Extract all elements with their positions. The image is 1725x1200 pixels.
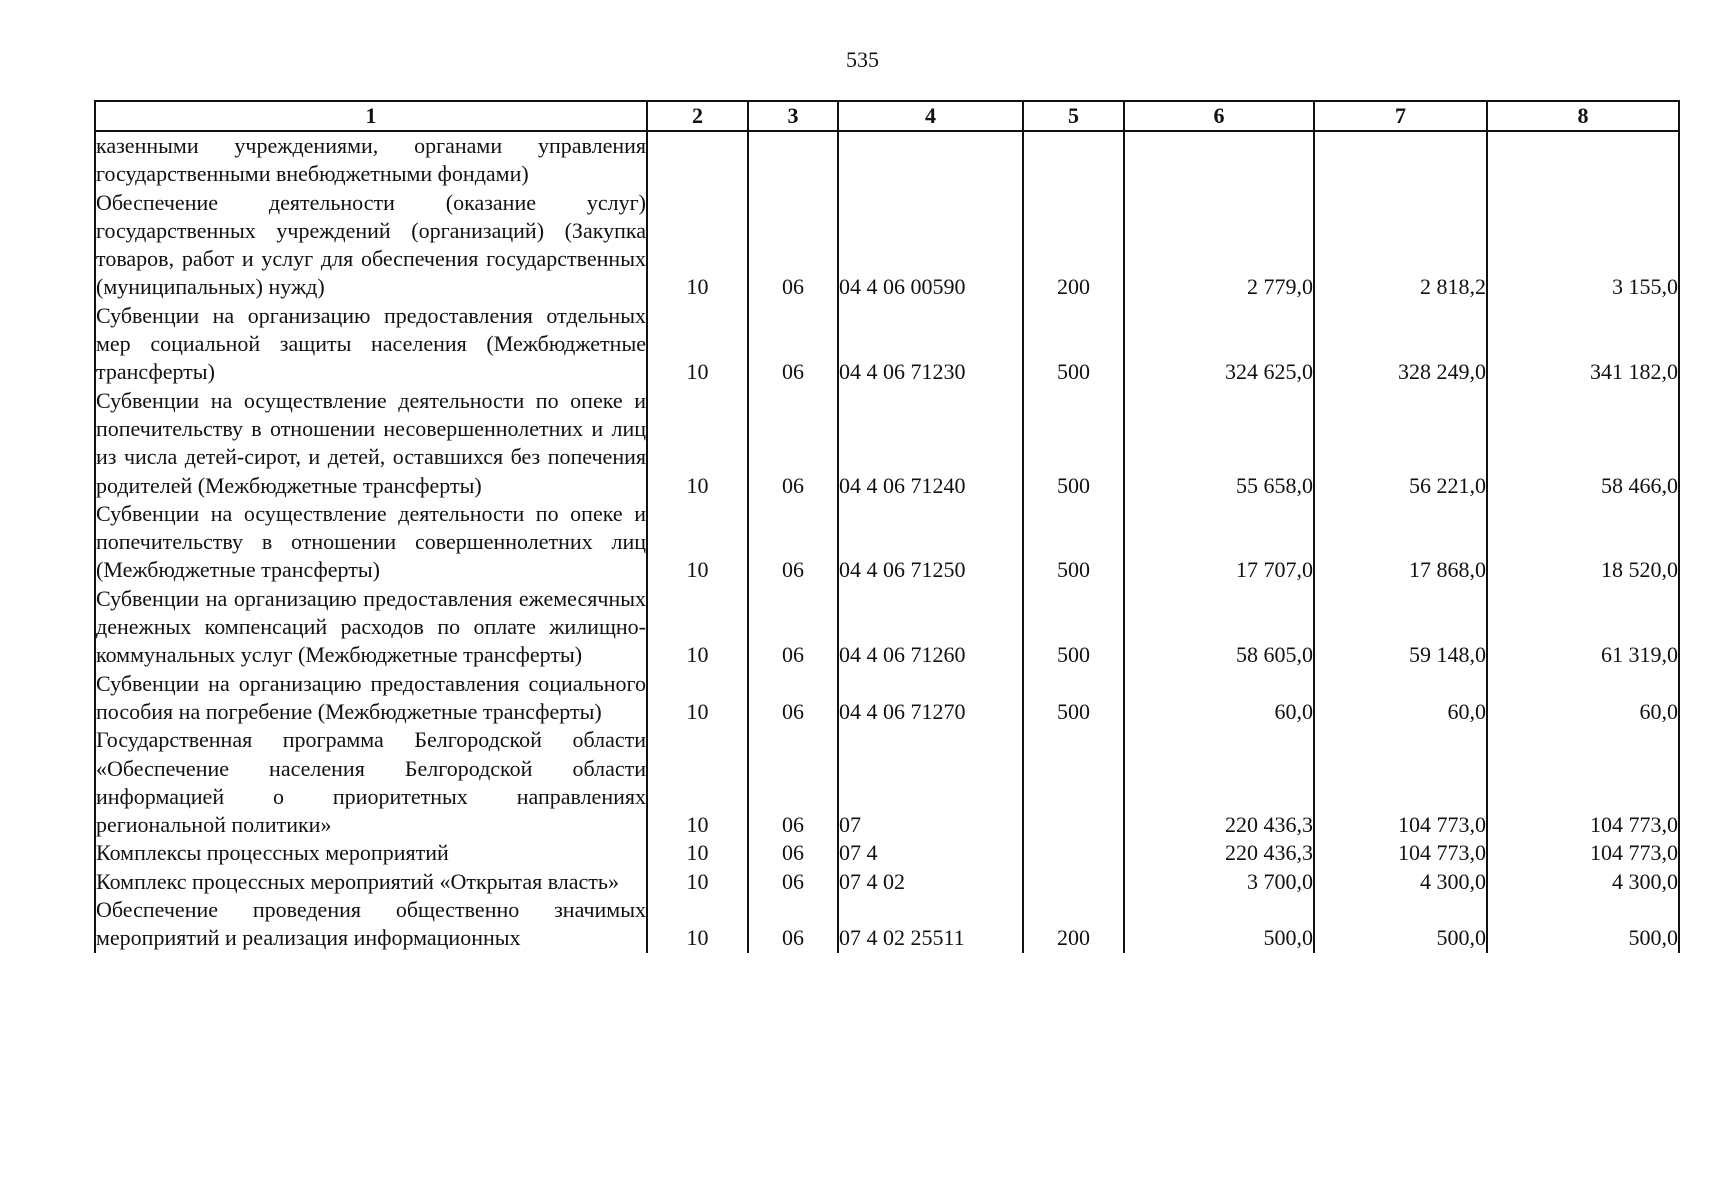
item-name-cell: Субвенции на организацию предоставления отдельных мер социальной защиты населения (Межбюджетные трансферты) xyxy=(95,302,647,387)
subsection-code-cell xyxy=(748,131,838,189)
target-article-cell: 07 4 xyxy=(838,839,1023,867)
column-header-3: 3 xyxy=(748,101,838,131)
amount-col8-cell: 61 319,0 xyxy=(1487,585,1679,670)
amount-col6-cell: 220 436,3 xyxy=(1124,726,1314,839)
amount-col6-cell: 220 436,3 xyxy=(1124,839,1314,867)
subsection-code-cell: 06 xyxy=(748,387,838,500)
item-name-cell: Субвенции на организацию предоставления социального пособия на погребение (Межбюджетные трансферты) xyxy=(95,670,647,727)
amount-col7-cell: 56 221,0 xyxy=(1314,387,1487,500)
amount-col6-cell: 55 658,0 xyxy=(1124,387,1314,500)
amount-col6-cell: 3 700,0 xyxy=(1124,868,1314,896)
table-row xyxy=(95,500,1679,585)
subsection-code-cell: 06 xyxy=(748,500,838,585)
item-name-cell: Субвенции на осуществление деятельности по опеке и попечительству в отношении совершеннолетних лиц (Межбюджетные трансферты) xyxy=(95,500,647,585)
expense-type-cell: 500 xyxy=(1023,585,1124,670)
column-header-6: 6 xyxy=(1124,101,1314,131)
page-number: 535 xyxy=(846,47,879,72)
amount-col8-cell: 3 155,0 xyxy=(1487,189,1679,302)
amount-col8-cell: 104 773,0 xyxy=(1487,726,1679,839)
expense-type-cell: 200 xyxy=(1023,189,1124,302)
amount-col7-cell: 59 148,0 xyxy=(1314,585,1487,670)
subsection-code-cell: 06 xyxy=(748,189,838,302)
expense-type-cell xyxy=(1023,726,1124,839)
section-code-cell: 10 xyxy=(647,500,748,585)
table-row xyxy=(95,189,1679,302)
amount-col7-cell xyxy=(1314,131,1487,189)
amount-col8-cell: 58 466,0 xyxy=(1487,387,1679,500)
item-name-cell: Комплексы процессных мероприятий xyxy=(95,839,647,867)
amount-col6-cell: 500,0 xyxy=(1124,896,1314,953)
amount-col6-cell xyxy=(1124,131,1314,189)
amount-col6-cell: 60,0 xyxy=(1124,670,1314,727)
amount-col8-cell xyxy=(1487,131,1679,189)
section-code-cell: 10 xyxy=(647,585,748,670)
item-name-cell: Обеспечение деятельности (оказание услуг) государственных учреждений (организаций) (Закупка товаров, работ и услуг для обеспечения государственных (муниципальных) нужд) xyxy=(95,189,647,302)
amount-col8-cell: 500,0 xyxy=(1487,896,1679,953)
table-row xyxy=(95,868,1679,896)
table-row xyxy=(95,302,1679,387)
table-row xyxy=(95,896,1679,953)
amount-col7-cell: 500,0 xyxy=(1314,896,1487,953)
subsection-code-cell: 06 xyxy=(748,302,838,387)
amount-col6-cell: 17 707,0 xyxy=(1124,500,1314,585)
target-article-cell xyxy=(838,131,1023,189)
table-row xyxy=(95,387,1679,500)
item-name-cell: казенными учреждениями, органами управления государственными внебюджетными фондами) xyxy=(95,131,647,189)
amount-col6-cell: 58 605,0 xyxy=(1124,585,1314,670)
amount-col7-cell: 4 300,0 xyxy=(1314,868,1487,896)
target-article-cell: 07 xyxy=(838,726,1023,839)
item-name-cell: Субвенции на осуществление деятельности по опеке и попечительству в отношении несовершеннолетних и лиц из числа детей-сирот, и детей, оставшихся без попечения родителей (Межбюджетные трансферты) xyxy=(95,387,647,500)
column-header-1: 1 xyxy=(95,101,647,131)
budget-table xyxy=(94,100,1680,953)
amount-col7-cell: 104 773,0 xyxy=(1314,839,1487,867)
amount-col6-cell: 324 625,0 xyxy=(1124,302,1314,387)
section-code-cell: 10 xyxy=(647,387,748,500)
table-row xyxy=(95,585,1679,670)
amount-col7-cell: 2 818,2 xyxy=(1314,189,1487,302)
amount-col7-cell: 17 868,0 xyxy=(1314,500,1487,585)
expense-type-cell: 500 xyxy=(1023,302,1124,387)
subsection-code-cell: 06 xyxy=(748,896,838,953)
item-name-cell: Государственная программа Белгородской области «Обеспечение населения Белгородской области информацией о приоритетных направлениях региональной политики» xyxy=(95,726,647,839)
amount-col8-cell: 18 520,0 xyxy=(1487,500,1679,585)
header-row xyxy=(95,101,1679,131)
amount-col6-cell: 2 779,0 xyxy=(1124,189,1314,302)
table-row xyxy=(95,670,1679,727)
column-header-2: 2 xyxy=(647,101,748,131)
subsection-code-cell: 06 xyxy=(748,868,838,896)
section-code-cell: 10 xyxy=(647,839,748,867)
target-article-cell: 04 4 06 71260 xyxy=(838,585,1023,670)
amount-col7-cell: 328 249,0 xyxy=(1314,302,1487,387)
column-header-5: 5 xyxy=(1023,101,1124,131)
table-row xyxy=(95,726,1679,839)
section-code-cell: 10 xyxy=(647,189,748,302)
target-article-cell: 07 4 02 xyxy=(838,868,1023,896)
target-article-cell: 04 4 06 71270 xyxy=(838,670,1023,727)
subsection-code-cell: 06 xyxy=(748,670,838,727)
target-article-cell: 04 4 06 00590 xyxy=(838,189,1023,302)
expense-type-cell: 200 xyxy=(1023,896,1124,953)
expense-type-cell xyxy=(1023,131,1124,189)
subsection-code-cell: 06 xyxy=(748,726,838,839)
target-article-cell: 04 4 06 71240 xyxy=(838,387,1023,500)
amount-col7-cell: 60,0 xyxy=(1314,670,1487,727)
section-code-cell: 10 xyxy=(647,302,748,387)
expense-type-cell: 500 xyxy=(1023,670,1124,727)
amount-col7-cell: 104 773,0 xyxy=(1314,726,1487,839)
section-code-cell: 10 xyxy=(647,726,748,839)
amount-col8-cell: 104 773,0 xyxy=(1487,839,1679,867)
section-code-cell xyxy=(647,131,748,189)
amount-col8-cell: 341 182,0 xyxy=(1487,302,1679,387)
item-name-cell: Субвенции на организацию предоставления ежемесячных денежных компенсаций расходов по оплате жилищно-коммунальных услуг (Межбюджетные трансферты) xyxy=(95,585,647,670)
table-row xyxy=(95,131,1679,189)
section-code-cell: 10 xyxy=(647,670,748,727)
item-name-cell: Комплекс процессных мероприятий «Открытая власть» xyxy=(95,868,647,896)
target-article-cell: 07 4 02 25511 xyxy=(838,896,1023,953)
table-body xyxy=(95,131,1679,953)
expense-type-cell: 500 xyxy=(1023,500,1124,585)
column-header-7: 7 xyxy=(1314,101,1487,131)
expense-type-cell: 500 xyxy=(1023,387,1124,500)
target-article-cell: 04 4 06 71250 xyxy=(838,500,1023,585)
table-header xyxy=(95,101,1679,131)
expense-type-cell xyxy=(1023,868,1124,896)
subsection-code-cell: 06 xyxy=(748,585,838,670)
table-row xyxy=(95,839,1679,867)
subsection-code-cell: 06 xyxy=(748,839,838,867)
item-name-cell: Обеспечение проведения общественно значимых мероприятий и реализация информационных xyxy=(95,896,647,953)
amount-col8-cell: 4 300,0 xyxy=(1487,868,1679,896)
expense-type-cell xyxy=(1023,839,1124,867)
column-header-4: 4 xyxy=(838,101,1023,131)
target-article-cell: 04 4 06 71230 xyxy=(838,302,1023,387)
section-code-cell: 10 xyxy=(647,868,748,896)
amount-col8-cell: 60,0 xyxy=(1487,670,1679,727)
column-header-8: 8 xyxy=(1487,101,1679,131)
section-code-cell: 10 xyxy=(647,896,748,953)
